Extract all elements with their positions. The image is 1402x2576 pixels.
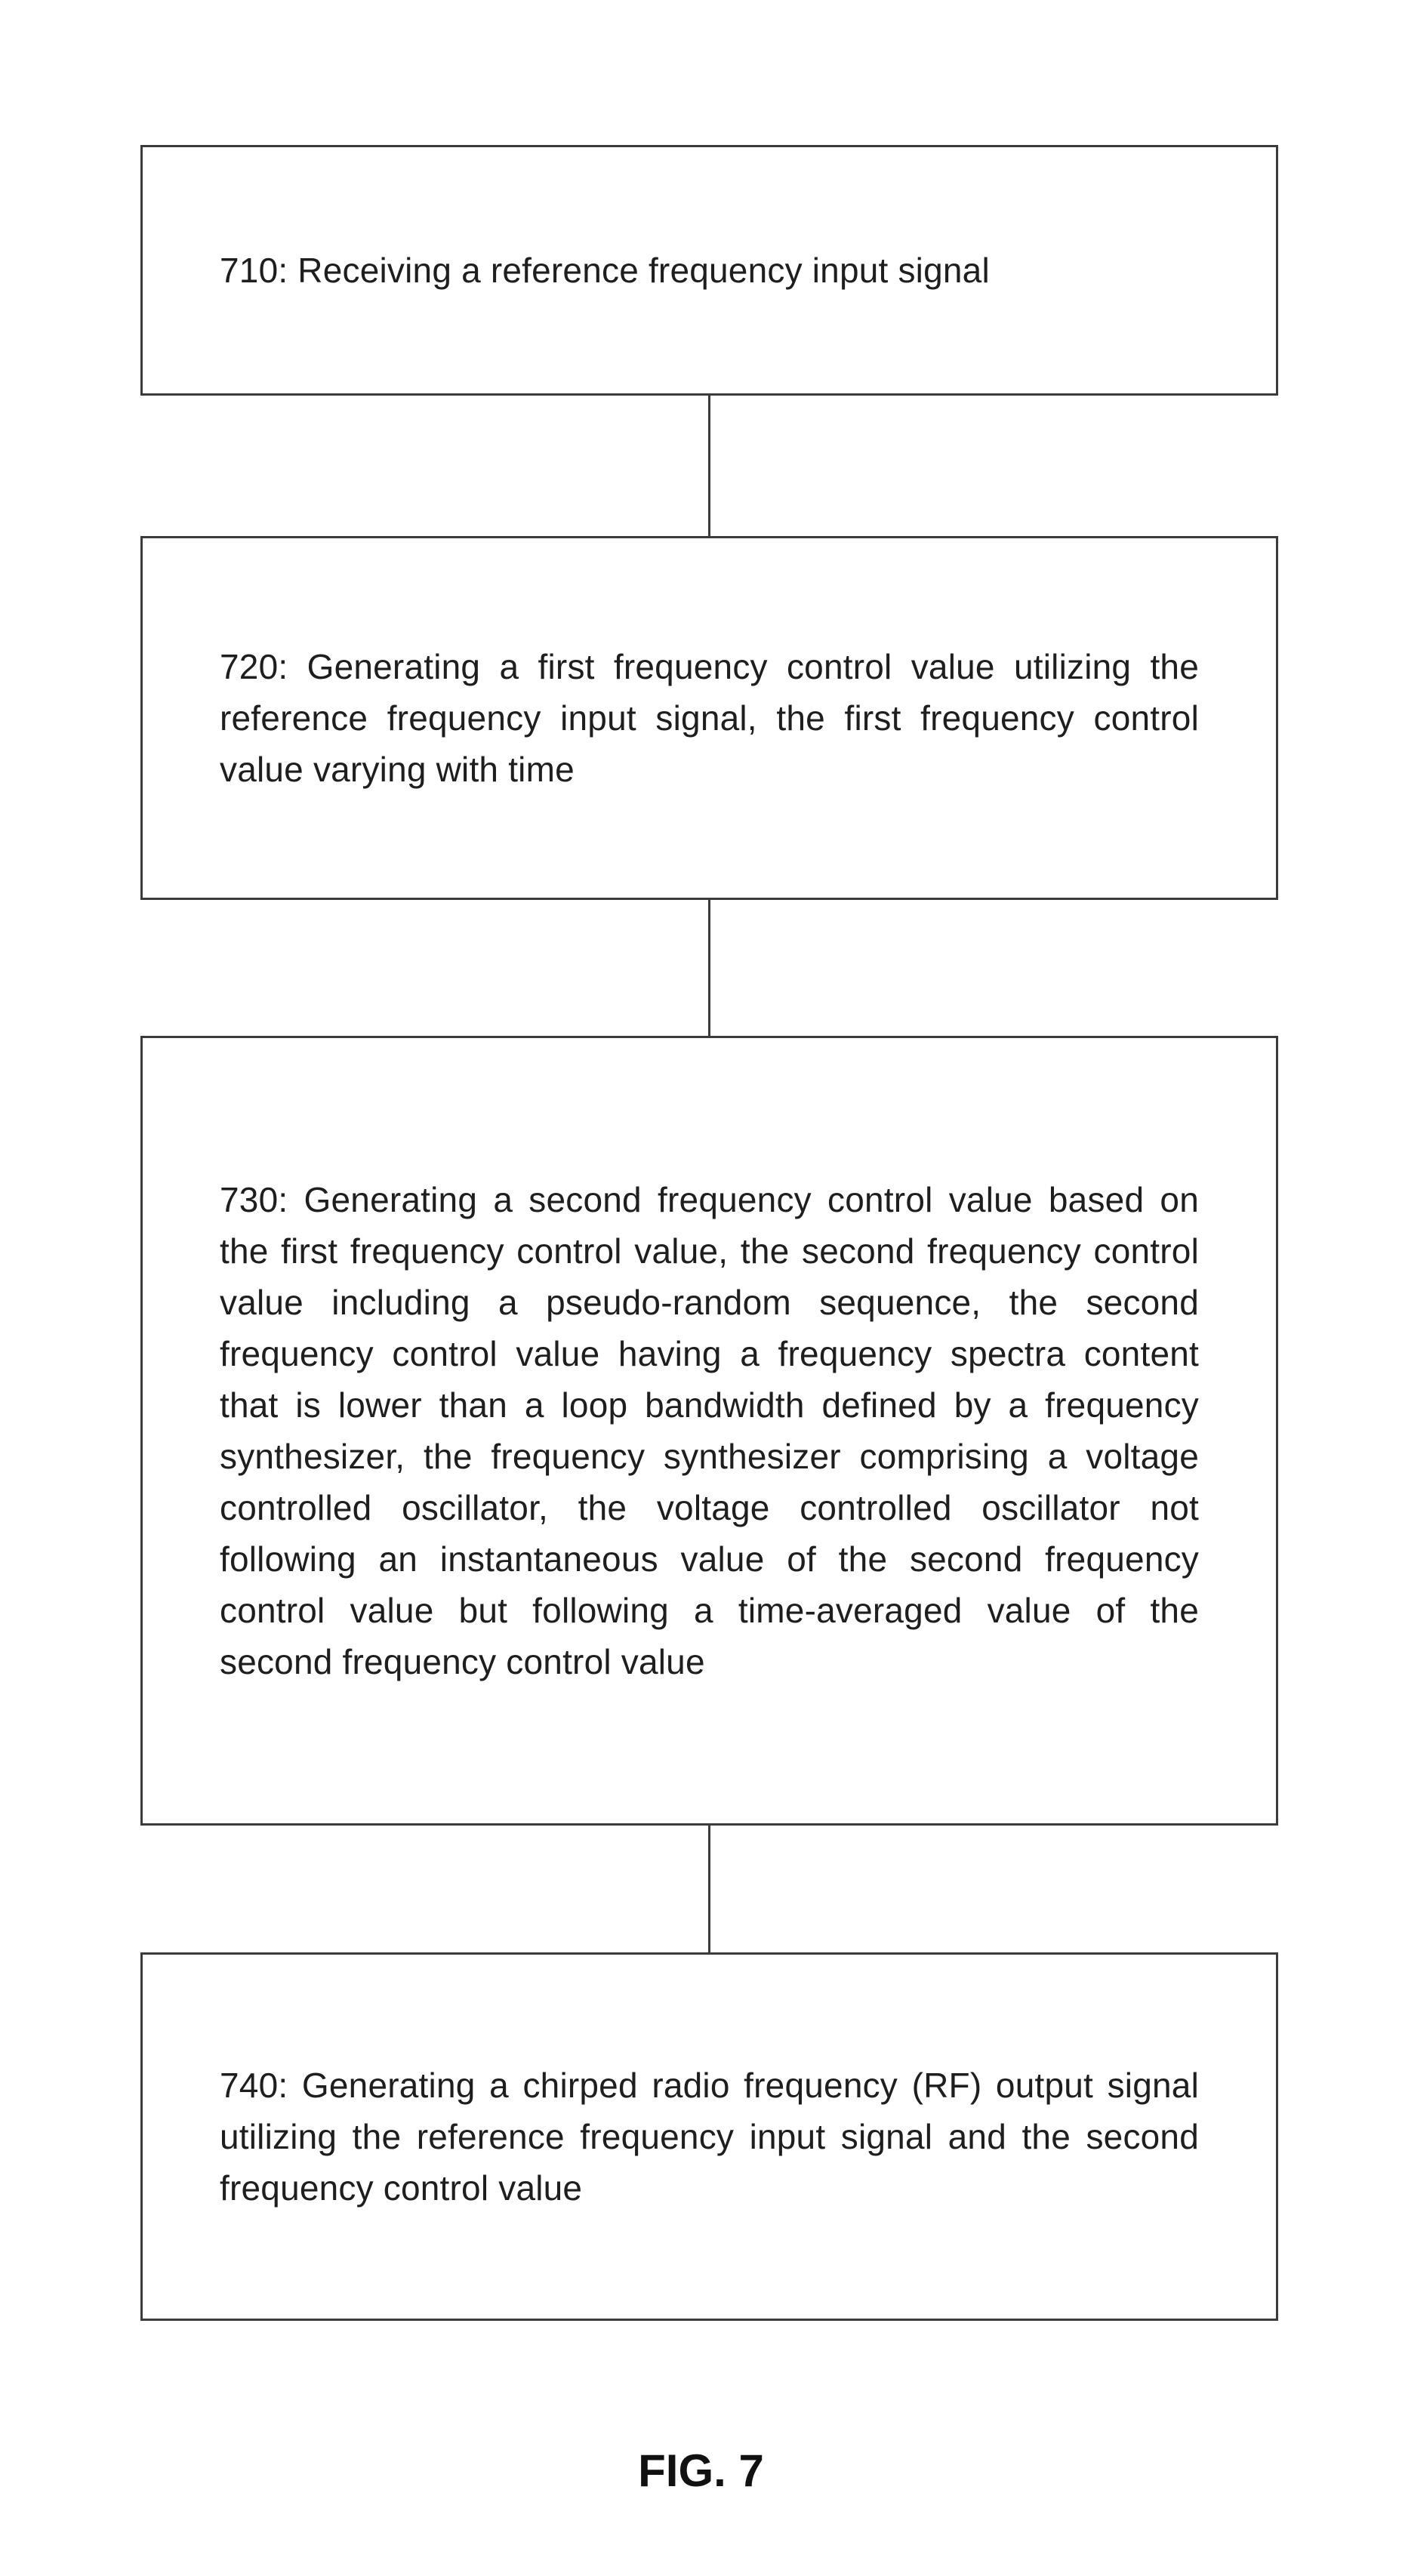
connector-730-740 [708, 1826, 710, 1952]
flow-box-720-text: 720: Generating a first frequency control value utilizing the reference frequency input signal, the first frequency control value varying with time [220, 646, 1199, 790]
flow-box-730 [140, 1036, 1278, 1826]
flow-box-740 [140, 1952, 1278, 2321]
flow-box-740-text: 740: Generating a chirped radio frequency (RF) output signal utilizing the reference frequency input signal and the second frequency control value [220, 2065, 1199, 2208]
connector-710-720 [708, 396, 710, 536]
flow-box-710 [140, 145, 1278, 396]
flow-box-710-text: 710: Receiving a reference frequency input signal [220, 250, 990, 290]
flow-box-730-text: 730: Generating a second frequency control value based on the first frequency control value, the second frequency control value including a pseudo-random sequence, the second frequency control value having a frequency spectra content that is lower than a loop bandwidth defined by a frequency synthesizer, the frequency synthesizer comprising a voltage controlled oscillator, the voltage controlled oscillator not following an instantaneous value of the second frequency control value but following a time-averaged value of the second frequency control value [220, 1179, 1199, 1682]
connector-720-730 [708, 900, 710, 1036]
figure-caption: FIG. 7 [638, 2445, 764, 2496]
flow-box-720 [140, 536, 1278, 900]
